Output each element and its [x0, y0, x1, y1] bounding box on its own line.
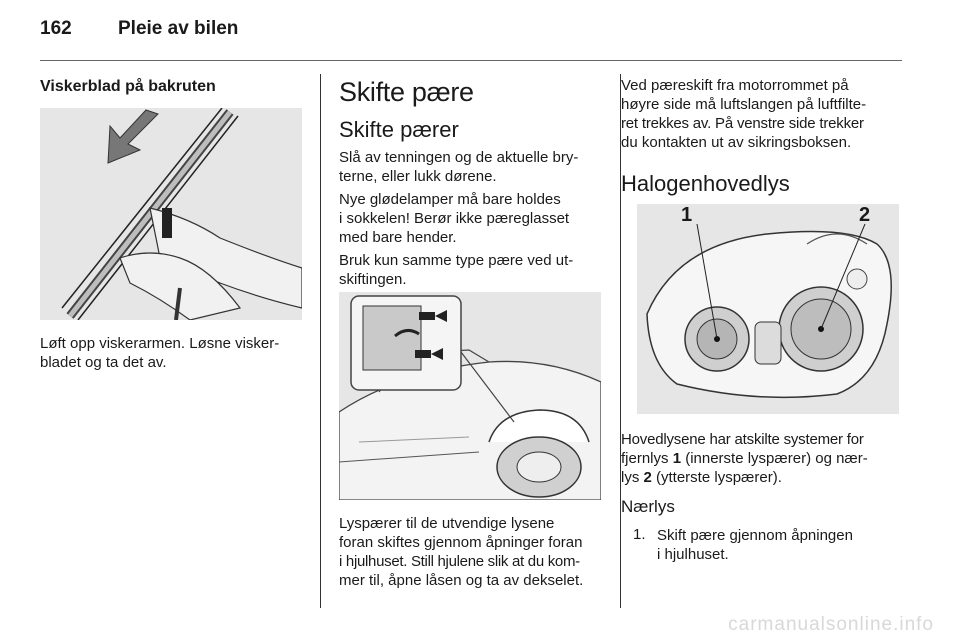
header-rule: [40, 60, 902, 61]
para-4-line-3: i hjulhuset. Still hjulene slik at du kom-: [339, 553, 580, 570]
intro-line-1: Ved pæreskift fra motorrommet på: [621, 77, 849, 94]
page-number: 162: [40, 18, 72, 39]
para-3-line-1: Bruk kun samme type pære ved ut-: [339, 252, 574, 269]
figure-label-1: 1: [681, 204, 693, 226]
para-4-line-2: foran skiftes gjennom åpninger foran: [339, 534, 583, 551]
para-4-line-4: mer til, åpne låsen og ta av dekselet.: [339, 572, 584, 589]
section-subtitle: Skifte pærer: [339, 117, 459, 142]
para-2-line-2: i sokkelen! Berør ikke pæreglasset: [339, 210, 570, 227]
halogen-heading: Halogenhovedlys: [621, 171, 790, 196]
list-item-number: 1.: [633, 526, 646, 543]
car-wheelhouse-illustration: [339, 292, 601, 500]
intro-line-2: høyre side må luftslangen på luftfilte-: [621, 96, 867, 113]
wiper-caption-line-1: Løft opp viskerarmen. Løsne visker-: [40, 335, 280, 352]
headlight-illustration: [637, 204, 899, 414]
headlight-text-line-1: Hovedlysene har atskilte systemer for: [621, 431, 864, 448]
headlight-text-line-3: lys 2 (ytterste lyspærer).: [621, 469, 782, 486]
intro-line-3: ret trekkes av. På venstre side trekker: [621, 115, 864, 132]
intro-line-4: du kontakten ut av sikringsboksen.: [621, 134, 852, 151]
watermark: carmanualsonline.info: [728, 614, 934, 635]
para-1-line-1: Slå av tenningen og de aktuelle bry-: [339, 149, 579, 166]
steps-list: [633, 526, 893, 566]
para-1-line-2: terne, eller lukk dørene.: [339, 168, 497, 185]
section-title: Skifte pære: [339, 77, 474, 107]
column-divider-2: [620, 74, 621, 608]
para-2-line-1: Nye glødelamper må bare holdes: [339, 191, 561, 208]
figure-label-2: 2: [859, 204, 871, 226]
wiper-caption-line-2: bladet og ta det av.: [40, 354, 167, 371]
column-divider-1: [320, 74, 321, 608]
page-title: Pleie av bilen: [118, 18, 239, 39]
list-item-line-1: Skift pære gjennom åpningen: [657, 527, 853, 544]
wiper-illustration: [40, 108, 302, 320]
headlight-text-line-2: fjernlys 1 (innerste lyspærer) og nær-: [621, 450, 868, 467]
low-beam-heading: Nærlys: [621, 497, 675, 516]
para-4-line-1: Lyspærer til de utvendige lysene: [339, 515, 555, 532]
para-2-line-3: med bare hender.: [339, 229, 457, 246]
list-item-line-2: i hjulhuset.: [657, 546, 729, 563]
para-3-line-2: skiftingen.: [339, 271, 407, 288]
wiper-heading: Viskerblad på bakruten: [40, 78, 216, 95]
